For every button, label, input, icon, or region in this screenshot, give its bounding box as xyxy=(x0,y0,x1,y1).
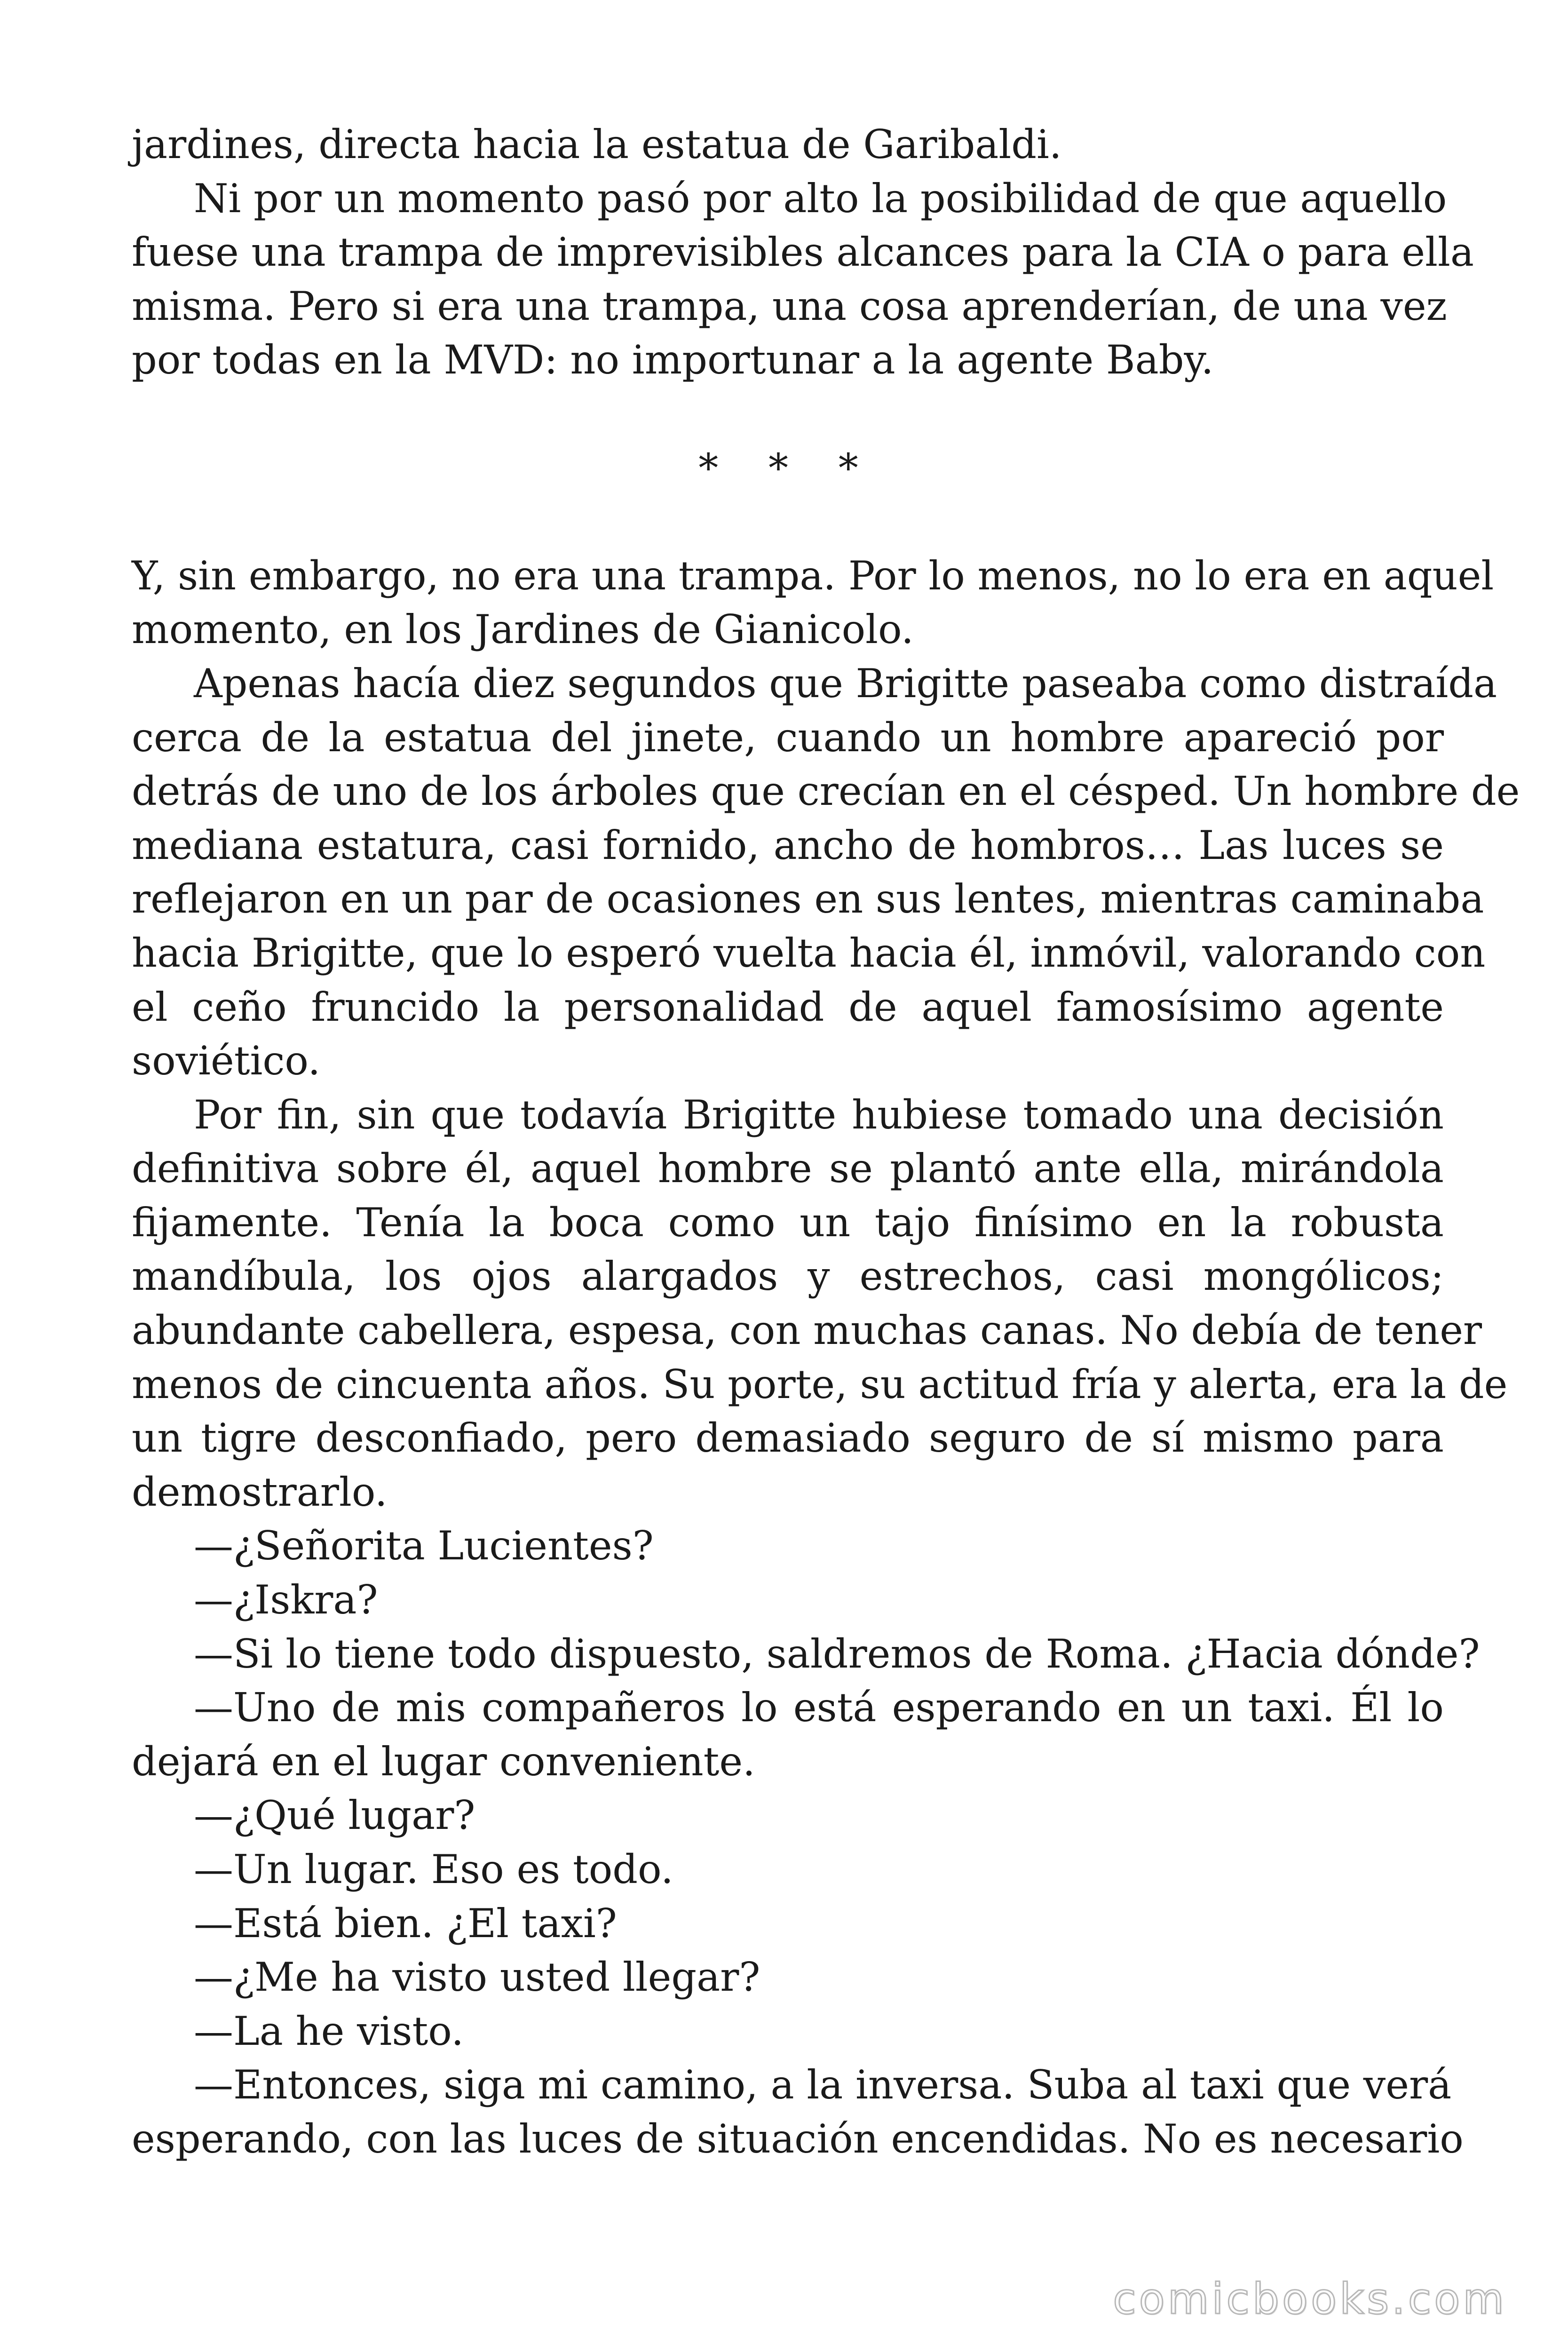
text-line: Ni por un momento pasó por alto la posibilidad de que aquello xyxy=(194,175,1447,222)
text-line: Apenas hacía diez segundos que Brigitte paseaba como distraída xyxy=(194,660,1497,707)
text-line: —¿Qué lugar? xyxy=(194,1792,475,1839)
text-line: mandíbula, los ojos alargados y estrechos, casi mongólicos; xyxy=(132,1253,1444,1300)
text-line: detrás de uno de los árboles que crecían en el césped. Un hombre de xyxy=(132,768,1520,815)
text-line: mediana estatura, casi fornido, ancho de hombros… Las luces se xyxy=(132,822,1444,868)
text-line: menos de cincuenta años. Su porte, su actitud fría y alerta, era la de xyxy=(132,1361,1508,1407)
text-line: reflejaron en un par de ocasiones en sus lentes, mientras caminaba xyxy=(132,876,1484,922)
text-line: —¿Señorita Lucientes? xyxy=(194,1523,654,1569)
watermark: comicbooks.com xyxy=(1113,2274,1507,2324)
text-line: Por fin, sin que todavía Brigitte hubiese tomado una decisión xyxy=(194,1091,1444,1138)
text-line: definitiva sobre él, aquel hombre se plantó ante ella, mirándola xyxy=(132,1145,1444,1192)
text-line: —Si lo tiene todo dispuesto, saldremos de Roma. ¿Hacia dónde? xyxy=(194,1630,1480,1677)
text-line: —Uno de mis compañeros lo está esperando en un taxi. Él lo xyxy=(194,1685,1444,1731)
text-line: —La he visto. xyxy=(194,2008,464,2054)
text-line: cerca de la estatua del jinete, cuando un hombre apareció por xyxy=(132,714,1444,761)
text-line: soviético. xyxy=(132,1038,321,1084)
text-line: un tigre desconfiado, pero demasiado seguro de sí mismo para xyxy=(132,1415,1444,1462)
text-line: —¿Me ha visto usted llegar? xyxy=(194,1954,760,2001)
text-line: por todas en la MVD: no importunar a la agente Baby. xyxy=(132,337,1214,383)
text-line: dejará en el lugar conveniente. xyxy=(132,1738,755,1785)
text-line: —Está bien. ¿El taxi? xyxy=(194,1900,617,1947)
text-line: esperando, con las luces de situación encendidas. No es necesario xyxy=(132,2115,1464,2162)
text-line: fijamente. Tenía la boca como un tajo finísimo en la robusta xyxy=(132,1199,1444,1246)
text-line: demostrarlo. xyxy=(132,1469,388,1515)
text-line: momento, en los Jardines de Gianicolo. xyxy=(132,606,914,653)
text-line: Y, sin embargo, no era una trampa. Por lo menos, no lo era en aquel xyxy=(132,552,1494,599)
blank-line xyxy=(132,495,1444,549)
page-body xyxy=(132,118,1520,2166)
text-line: —¿Iskra? xyxy=(194,1577,378,1623)
text-line: —Un lugar. Eso es todo. xyxy=(194,1846,673,1892)
text-line: misma. Pero si era una trampa, una cosa aprenderían, de una vez xyxy=(132,283,1447,329)
text-line: el ceño fruncido la personalidad de aquel famosísimo agente xyxy=(132,984,1444,1030)
text-line: abundante cabellera, espesa, con muchas canas. No debía de tener xyxy=(132,1307,1482,1354)
text-line: jardines, directa hacia la estatua de Garibaldi. xyxy=(132,121,1062,167)
text-line: —Entonces, siga mi camino, a la inversa. Suba al taxi que verá xyxy=(194,2062,1452,2108)
text-line: hacia Brigitte, que lo esperó vuelta hacia él, inmóvil, valorando con xyxy=(132,930,1486,976)
text-line: fuese una trampa de imprevisibles alcances para la CIA o para ella xyxy=(132,229,1474,276)
section-separator: * * * xyxy=(698,445,877,491)
blank-line xyxy=(132,387,1444,441)
